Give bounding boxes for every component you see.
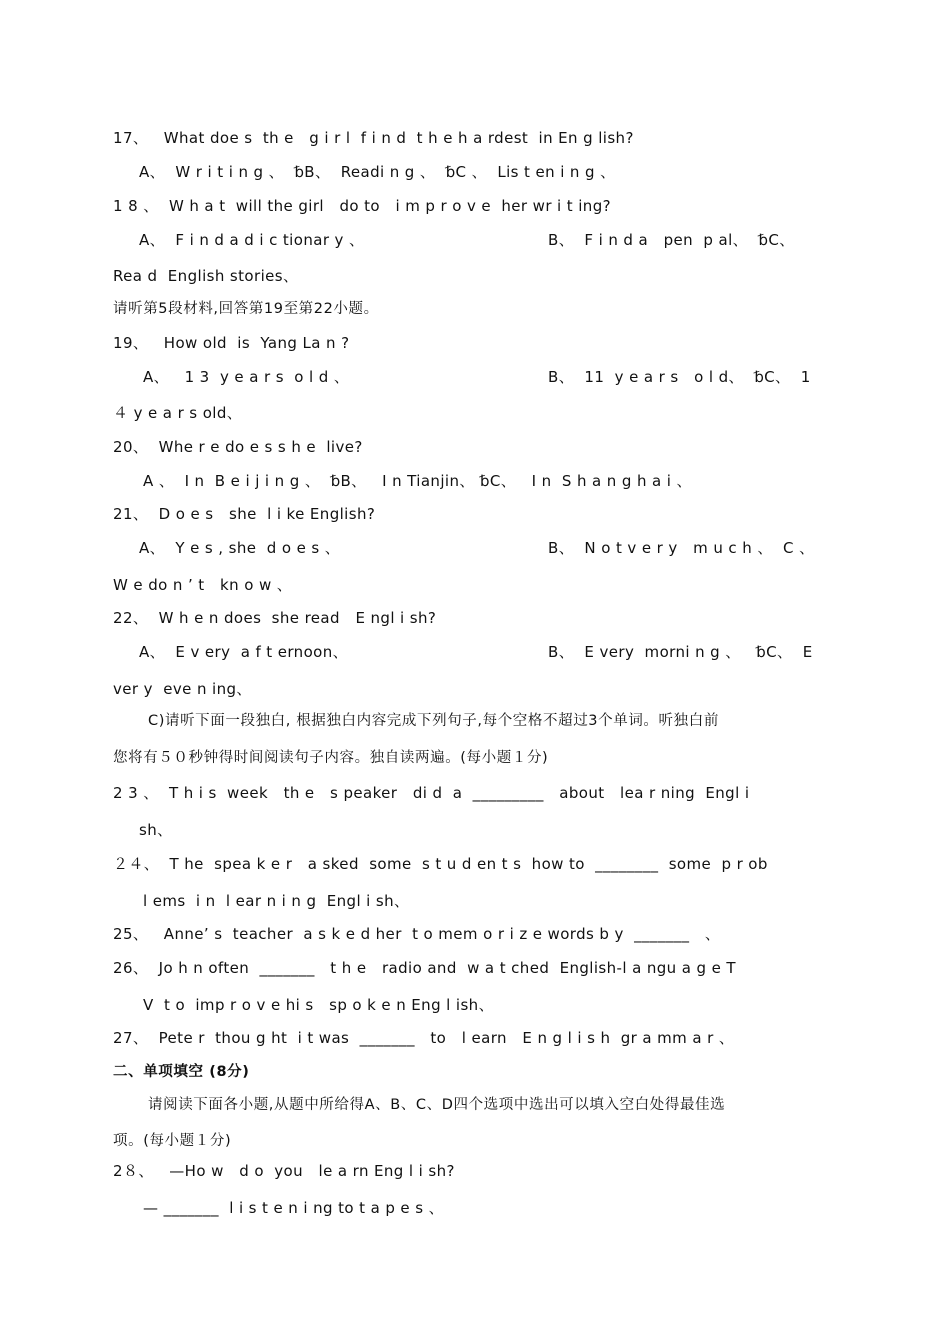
question-28: 2８、 —Ho w d o you le a rn Eng l i sh?	[113, 1162, 455, 1180]
question-26: 26、 Jo h n often _______ t h e radio and w a t ched English-l a ngu a g e T	[113, 959, 736, 977]
question-17: 17、 What doe s th e g i r l f i n d t h e h a rdest in En g lish?	[113, 129, 634, 147]
question-26-continuation: V t o imp r o v e hi s sp o k e n Eng l ish、	[143, 996, 494, 1014]
question-18-options-bc: B、 F i n d a pen p al、 ␢C、	[548, 231, 795, 249]
question-28-answer-line: — _______ l i s t e n i ng to t a p e s 、	[143, 1199, 445, 1217]
section-2-title: 二、单项填空 (8分)	[113, 1064, 250, 1080]
question-20-options: A 、 I n B e i j i n g 、 ␢B、 I n Tianjin、 ␢C、 I n S h a n g h a i 、	[143, 472, 692, 490]
section-2-instructions-line-1: 请阅读下面各小题,从题中所给得A、B、C、D四个选项中选出可以填入空白处得最佳选	[148, 1097, 726, 1113]
question-18: 1 8 、 W h a t will the girl do to i m p r o v e her wr i t ing?	[113, 197, 612, 215]
question-24: ２４、 T he spea k e r a sked some s t u d en t s how to ________ some p r ob	[113, 855, 768, 873]
question-19-option-a: A、 1 3 y e a r s o l d 、	[143, 368, 350, 386]
question-27: 27、 Pete r thou g ht i t was _______ to l earn E n g l i s h gr a mm a r 、	[113, 1029, 735, 1047]
question-21-continuation: W e do n ’ t kn o w 、	[113, 576, 293, 594]
question-19-options-bc: B、 11 y e a r s o l d、 ␢C、 1	[548, 368, 811, 386]
part-c-instructions-line-2: 您将有５０秒钟得时间阅读句子内容。独自读两遍。(每小题１分)	[113, 750, 549, 766]
question-18-continuation: Rea d English stories、	[113, 267, 299, 285]
question-22: 22、 W h e n does she read E ngl i sh?	[113, 609, 437, 627]
question-17-options: A、 W r i t i n g 、 ␢B、 Readi n g 、 ␢C 、 Lis t en i n g 、	[139, 163, 616, 181]
question-20: 20、 Whe r e do e s s h e live?	[113, 438, 363, 456]
question-19-continuation: ４ y e a r s old、	[113, 404, 243, 422]
question-22-options-bc: B、 E very morni n g 、 ␢C、 E	[548, 643, 813, 661]
question-24-continuation: l ems i n l ear n i n g Engl i sh、	[143, 892, 410, 910]
question-21-options-bc: B、 N o t v e r y m u c h 、 C 、	[548, 539, 815, 557]
question-19: 19、 How old is Yang La n ?	[113, 334, 350, 352]
part-c-instructions-line-1: C)请听下面一段独白, 根据独白内容完成下列句子,每个空格不超过3个单词。听独白前	[148, 713, 719, 729]
question-23: 2 3 、 T h i s week th e s peaker di d a _________ about lea r ning Engl i	[113, 784, 750, 802]
question-22-option-a: A、 E v ery a f t ernoon、	[139, 643, 349, 661]
question-22-continuation: ver y eve n ing、	[113, 680, 252, 698]
question-21: 21、 D o e s she l i ke English?	[113, 505, 376, 523]
section-2-instructions-line-2: 项。(每小题１分)	[113, 1133, 232, 1149]
section-5-intro: 请听第5段材料,回答第19至第22小题。	[113, 301, 379, 317]
question-25: 25、 Anne’ s teacher a s k e d her t o mem o r i z e words b y _______ 、	[113, 925, 721, 943]
question-23-continuation: sh、	[139, 821, 173, 839]
question-18-option-a: A、 F i n d a d i c tionar y 、	[139, 231, 365, 249]
question-21-option-a: A、 Y e s , she d o e s 、	[139, 539, 341, 557]
